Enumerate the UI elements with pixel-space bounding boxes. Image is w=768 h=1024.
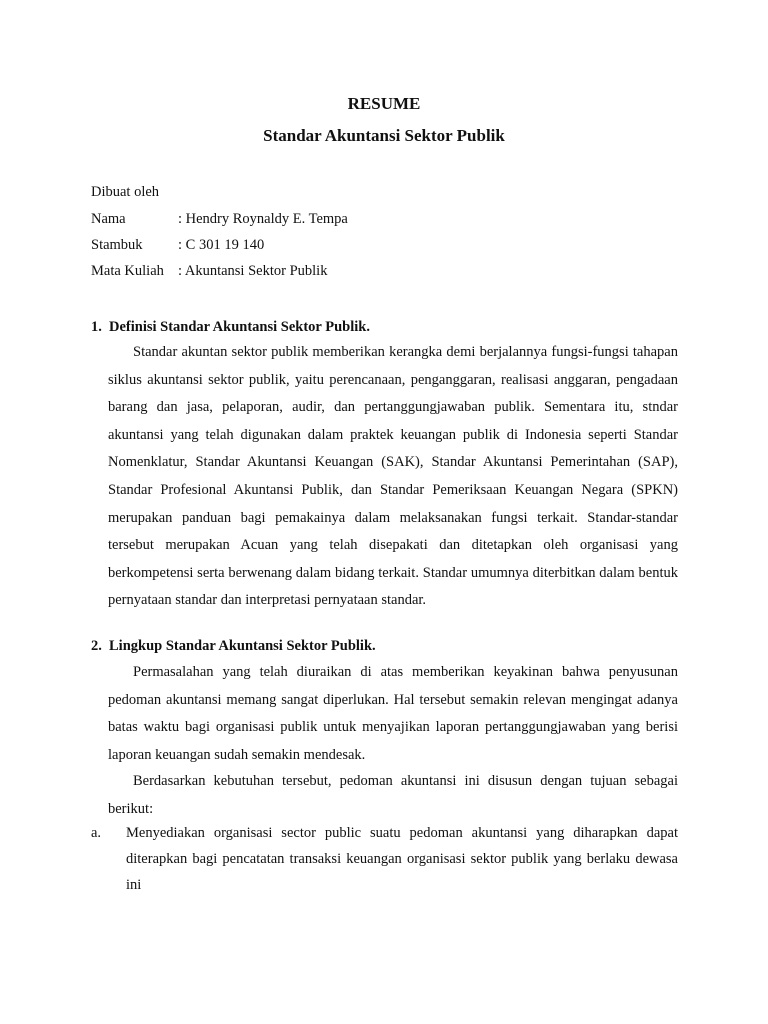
meta-row-name	[91, 209, 348, 229]
list-item	[91, 820, 678, 898]
list-item-text: Menyediakan organisasi sector public suatu pedoman akuntansi yang diharapkan dapat diterapkan bagi pencatatan transaksi keuangan organisasi sektor publik yang berlaku dewasa ini	[126, 825, 678, 893]
section-number: 2.	[91, 638, 102, 654]
author-intro: Dibuat oleh	[91, 184, 160, 200]
meta-label: Stambuk	[91, 237, 143, 253]
meta-value: : Akuntansi Sektor Publik	[178, 263, 328, 279]
document-subtitle: Standar Akuntansi Sektor Publik	[263, 126, 505, 145]
section-title: Definisi Standar Akuntansi Sektor Publik.	[109, 319, 370, 335]
meta-row-stambuk	[91, 235, 264, 255]
section-1-paragraph: Standar akuntan sektor publik memberikan kerangka demi berjalannya fungsi-fungsi tahapan siklus akuntansi sektor publik, yaitu perencanaan, penganggaran, realisasi anggaran, pengadaan barang dan jasa, pelaporan, audir, dan pertanggungjawaban publik. Sementara itu, stndar akuntansi yang telah digunakan dalam praktek keuangan publik di Indonesia seperti Standar Nomenklatur, Standar Akuntansi Keuangan (SAK), Standar Akuntansi Pemerintahan (SAP), Standar Profesional Akuntansi Publik, dan Standar Pemeriksaan Keuangan Negara (SPKN) merupakan panduan bagi pemakainya dalam melaksanakan fungsi terkait. Standar-standar tersebut merupakan Acuan yang telah disepakati dan ditetapkan oleh organisasi yang berkompetensi serta berwenang dalam bidang terkait. Standar umumnya diterbitkan dalam bentuk pernyataan standar dan interpretasi pernyataan standar.	[108, 344, 678, 609]
section-2-paragraph-2: Berdasarkan kebutuhan tersebut, pedoman akuntansi ini disusun dengan tujuan sebagai berikut:	[108, 773, 678, 817]
section-2-heading	[91, 636, 376, 656]
section-1-heading	[91, 317, 370, 337]
meta-value: : C 301 19 140	[178, 237, 265, 253]
section-number: 1.	[91, 319, 102, 335]
section-title: Lingkup Standar Akuntansi Sektor Publik.	[109, 638, 376, 654]
meta-label: Nama	[91, 211, 126, 227]
section-2-paragraph-1: Permasalahan yang telah diuraikan di atas memberikan keyakinan bahwa penyusunan pedoman akuntansi memang sangat diperlukan. Hal tersebut semakin relevan mengingat adanya batas waktu bagi organisasi publik untuk menyajikan laporan pertanggungjawaban yang berisi laporan keuangan sudah semakin mendesak.	[108, 664, 678, 763]
meta-row-course	[91, 261, 327, 281]
meta-value: : Hendry Roynaldy E. Tempa	[178, 211, 348, 227]
document-title: RESUME	[347, 94, 421, 113]
list-marker: a.	[91, 825, 102, 841]
meta-label: Mata Kuliah	[91, 263, 164, 279]
